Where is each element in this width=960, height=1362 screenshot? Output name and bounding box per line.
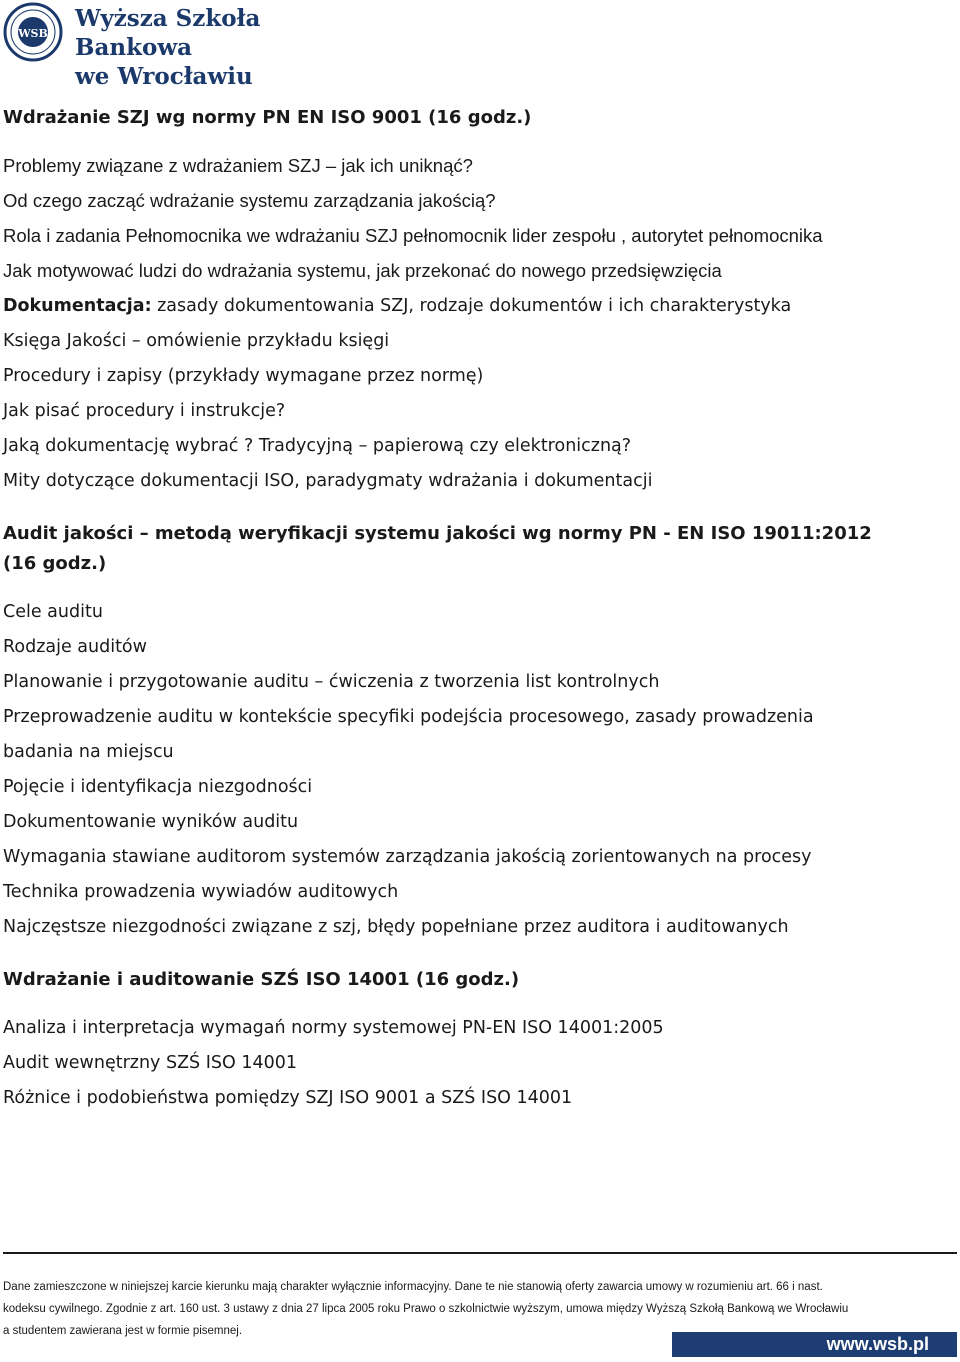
- course-content: [3, 103, 953, 1118]
- documentation-text: zasady dokumentowania SZJ, rodzaje dokumentów i ich charakterystyka: [151, 296, 792, 316]
- list-item: Mity dotyczące dokumentacji ISO, paradygmaty wdrażania i dokumentacji: [3, 471, 653, 491]
- section2-heading-line1: Audit jakości – metodą weryfikacji systemu jakości wg normy PN - EN ISO 19011:2012: [3, 523, 872, 544]
- list-item: Rola i zadania Pełnomocnika we wdrażaniu SZJ pełnomocnik lider zespołu , autorytet pełnomocnika: [3, 225, 823, 246]
- list-item: Jak pisać procedury i instrukcje?: [3, 401, 286, 421]
- section2-heading-line2: (16 godz.): [3, 553, 107, 574]
- list-item: Od czego zacząć wdrażanie systemu zarządzania jakością?: [3, 190, 496, 211]
- list-item: Jak motywować ludzi do wdrażania systemu, jak przekonać do nowego przedsięwzięcia: [3, 260, 722, 281]
- wsb-logo: [3, 2, 363, 90]
- list-item: Cele auditu: [3, 602, 103, 622]
- wsb-seal-icon: [3, 2, 67, 62]
- list-item: Procedury i zapisy (przykłady wymagane przez normę): [3, 366, 484, 386]
- list-item: Dokumentowanie wyników auditu: [3, 812, 299, 832]
- list-item: Rodzaje auditów: [3, 637, 147, 657]
- footer-divider: [3, 1252, 957, 1254]
- list-item: Planowanie i przygotowanie auditu – ćwiczenia z tworzenia list kontrolnych: [3, 672, 660, 692]
- logo-line1: Wyższa Szkoła Bankowa: [75, 5, 261, 61]
- list-item: Przeprowadzenie auditu w kontekście specyfiki podejścia procesowego, zasady prowadzenia: [3, 707, 814, 727]
- footer-line: kodeksu cywilnego. Zgodnie z art. 160 ust. 3 ustawy z dnia 27 lipca 2005 roku Prawo o szkolnictwie wyższym, umowa między Wyższą Szkołą Bankową we Wrocławiu: [3, 1303, 849, 1315]
- list-item: Księga Jakości – omówienie przykładu księgi: [3, 331, 390, 351]
- footer-line: a studentem zawierana jest w formie pisemnej.: [3, 1325, 243, 1337]
- svg-text:WSB: WSB: [18, 27, 48, 40]
- section3-heading: Wdrażanie i auditowanie SZŚ ISO 14001 (16 godz.): [3, 969, 520, 990]
- list-item: Wymagania stawiane auditorom systemów zarządzania jakością zorientowanych na procesy: [3, 847, 812, 867]
- list-item: Technika prowadzenia wywiadów auditowych: [3, 882, 399, 902]
- list-item: Najczęstsze niezgodności związane z szj, błędy popełniane przez auditora i auditowanych: [3, 917, 789, 937]
- list-item: Różnice i podobieństwa pomiędzy SZJ ISO 9001 a SZŚ ISO 14001: [3, 1088, 573, 1108]
- list-item: Audit wewnętrzny SZŚ ISO 14001: [3, 1053, 298, 1073]
- logo-line2: we Wrocławiu: [75, 63, 253, 90]
- list-item: Pojęcie i identyfikacja niezgodności: [3, 777, 313, 797]
- list-item-documentation: [3, 291, 953, 326]
- documentation-label: Dokumentacja:: [3, 296, 152, 316]
- list-item: Analiza i interpretacja wymagań normy systemowej PN-EN ISO 14001:2005: [3, 1018, 664, 1038]
- footer-line: Dane zamieszczone w niniejszej karcie kierunku mają charakter wyłącznie informacyjny. Dane te nie stanowią oferty zawarcia umowy w rozumieniu art. 66 i nast.: [3, 1281, 823, 1293]
- list-item: badania na miejscu: [3, 742, 174, 762]
- list-item: Jaką dokumentację wybrać ? Tradycyjną – papierową czy elektroniczną?: [3, 436, 632, 456]
- section1-heading: Wdrażanie SZJ wg normy PN EN ISO 9001 (16 godz.): [3, 107, 532, 128]
- website-link[interactable]: www.wsb.pl: [672, 1332, 957, 1357]
- list-item: Problemy związane z wdrażaniem SZJ – jak ich uniknąć?: [3, 155, 473, 176]
- logo-wordmark: [75, 4, 363, 91]
